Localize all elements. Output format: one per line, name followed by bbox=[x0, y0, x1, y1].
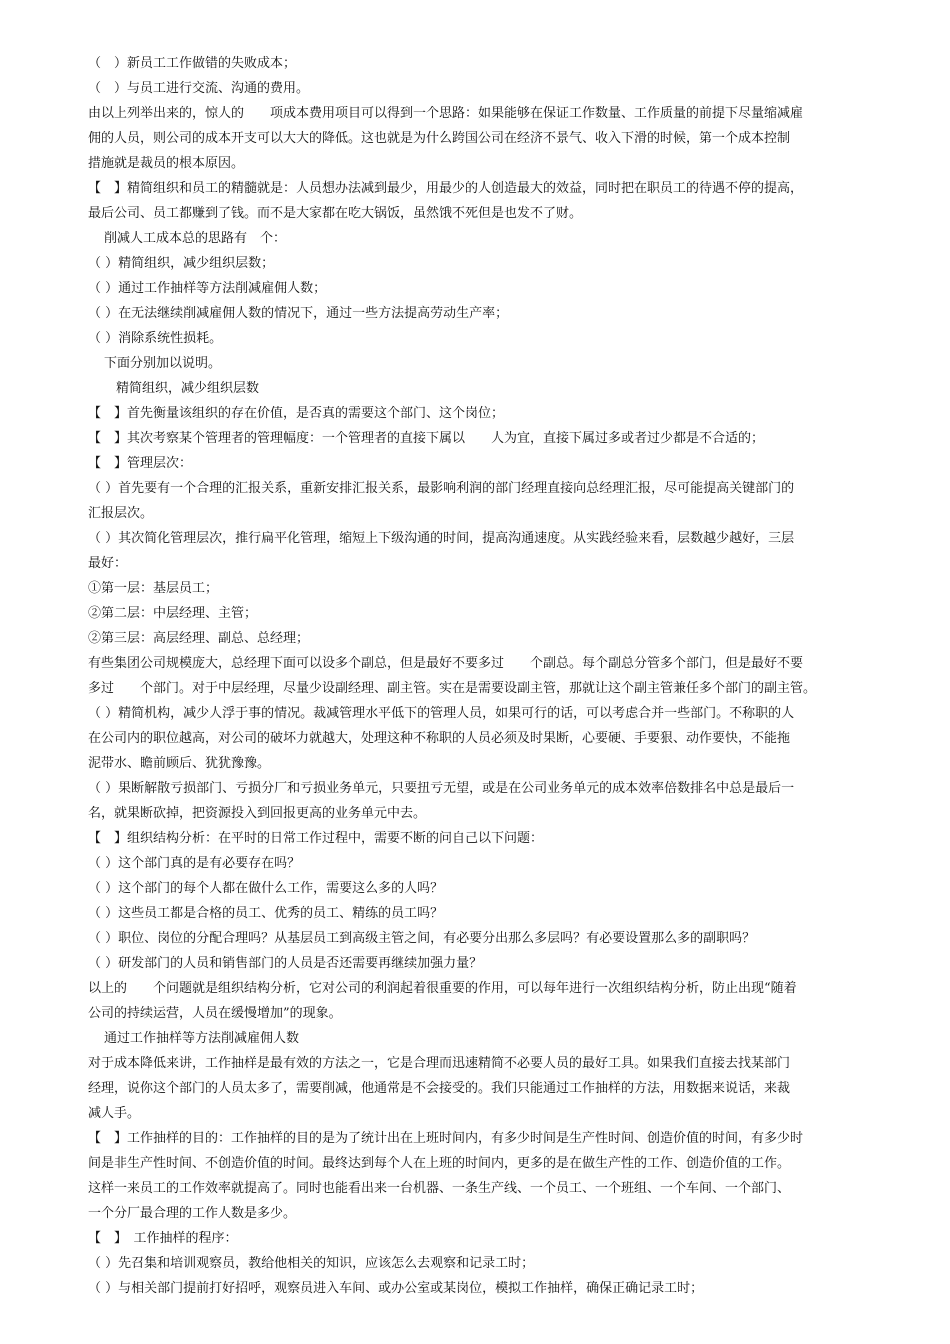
section-heading: 通过工作抽样等方法削减雇佣人数 bbox=[104, 1031, 300, 1046]
list-item: （ ）先召集和培训观察员，教给他相关的知识，应该怎么去观察和记录工时； bbox=[88, 1256, 535, 1271]
text-line: 一个分厂最合理的工作人数是多少。 bbox=[88, 1206, 297, 1221]
list-item: （ ）精简组织，减少组织层数； bbox=[88, 256, 275, 271]
text-line: 【 】 工作抽样的程序： bbox=[88, 1231, 238, 1246]
text-line: 这样一来员工的工作效率就提高了。同时也能看出来一台机器、一条生产线、一个员工、一个班组、一个车间、一个部门、 bbox=[88, 1181, 791, 1196]
list-item: （ ）研发部门的人员和销售部门的人员是否还需要再继续加强力量？ bbox=[88, 956, 483, 971]
list-item: （ ）这个部门真的是有必要存在吗？ bbox=[88, 856, 301, 871]
text-line: 间是非生产性时间、不创造价值的时间。最终达到每个人在上班的时间内，更多的是在做生产性的工作、创造价值的工作。 bbox=[88, 1156, 791, 1171]
list-item: （ ）果断解散亏损部门、亏损分厂和亏损业务单元，只要扭亏无望，或是在公司业务单元的成本效率倍数排名中总是最后一 bbox=[88, 781, 795, 796]
section-heading: 精简组织，减少组织层数 bbox=[116, 381, 260, 396]
text-line: 【 】精简组织和员工的精髓就是：人员想办法减到最少，用最少的人创造最大的效益，同时把在职员工的待遇不停的提高， bbox=[88, 181, 804, 196]
list-item: （ ）通过工作抽样等方法削减雇佣人数； bbox=[88, 281, 327, 296]
text-line: 措施就是裁员的根本原因。 bbox=[88, 156, 245, 171]
list-item: （ ）消除系统性损耗。 bbox=[88, 331, 223, 346]
list-item: （ ）职位、岗位的分配合理吗？从基层员工到高级主管之间，有必要分出那么多层吗？有必要设置那么多的副职吗？ bbox=[88, 931, 756, 946]
text-line: （ ）与员工进行交流、沟通的费用。 bbox=[88, 81, 310, 96]
list-item: （ ）在无法继续削减雇佣人数的情况下，通过一些方法提高劳动生产率； bbox=[88, 306, 509, 321]
text-line: （ ）新员工工作做错的失败成本； bbox=[88, 56, 297, 71]
list-item: （ ）这个部门的每个人都在做什么工作，需要这么多的人吗？ bbox=[88, 881, 444, 896]
text-line: 经理，说你这个部门的人员太多了，需要削减，他通常是不会接受的。我们只能通过工作抽样的方法，用数据来说话，来裁 bbox=[88, 1081, 791, 1096]
text-line: 【 】管理层次： bbox=[88, 456, 193, 471]
text-line: 有些集团公司规模庞大，总经理下面可以设多个副总，但是最好不要多过 个副总。每个副总分管多个部门，但是最好不要 bbox=[88, 656, 804, 671]
text-line: 【 】首先衡量该组织的存在价值，是否真的需要这个部门、这个岗位； bbox=[88, 406, 505, 421]
section-heading: 削减人工成本总的思路有 个： bbox=[104, 231, 287, 246]
list-item: ②第二层：中层经理、主管； bbox=[88, 606, 258, 621]
text-line: 【 】组织结构分析：在平时的日常工作过程中，需要不断的问自己以下问题： bbox=[88, 831, 544, 846]
text-line: 【 】其次考察某个管理者的管理幅度：一个管理者的直接下属以 人为宜，直接下属过多或者过少都是不合适的； bbox=[88, 431, 765, 446]
list-item: （ ）这些员工都是合格的员工、优秀的员工、精练的员工吗？ bbox=[88, 906, 444, 921]
list-item: （ ）其次简化管理层次，推行扁平化管理，缩短上下级沟通的时间，提高沟通速度。从实践经验来看，层数越少越好，三层 bbox=[88, 531, 795, 546]
text-line: 以上的 个问题就是组织结构分析，它对公司的利润起着很重要的作用，可以每年进行一次组织结构分析，防止出现“随着 bbox=[88, 981, 797, 996]
text-line: 公司的持续运营，人员在缓慢增加”的现象。 bbox=[88, 1006, 342, 1021]
list-item: （ ）精简机构，减少人浮于事的情况。裁减管理水平低下的管理人员，如果可行的话，可以考虑合并一些部门。不称职的人 bbox=[88, 706, 795, 721]
text-line: 泥带水、瞻前顾后、犹犹豫豫。 bbox=[88, 756, 271, 771]
text-line: 对于成本降低来讲，工作抽样是最有效的方法之一，它是合理而迅速精简不必要人员的最好工具。如果我们直接去找某部门 bbox=[88, 1056, 791, 1071]
text-line: 减人手。 bbox=[88, 1106, 141, 1121]
text-line: 多过 个部门。对于中层经理，尽量少设副经理、副主管。实在是需要设副主管，那就让这个副主管兼任多个部门的副主管。 bbox=[88, 681, 817, 696]
text-line: 在公司内的职位越高，对公司的破坏力就越大，处理这种不称职的人员必须及时果断，心要硬、手要狠、动作要快，不能拖 bbox=[88, 731, 791, 746]
list-item: （ ）首先要有一个合理的汇报关系，重新安排汇报关系，最影响利润的部门经理直接向总经理汇报，尽可能提高关键部门的 bbox=[88, 481, 795, 496]
list-item: ①第一层：基层员工； bbox=[88, 581, 219, 596]
text-line: 汇报层次。 bbox=[88, 506, 154, 521]
list-item: （ ）与相关部门提前打好招呼，观察员进入车间、或办公室或某岗位，模拟工作抽样，确保正确记录工时； bbox=[88, 1281, 704, 1296]
text-line: 最好： bbox=[88, 556, 128, 571]
text-line: 【 】工作抽样的目的：工作抽样的目的是为了统计出在上班时间内，有多少时间是生产性时间、创造价值的时间，有多少时 bbox=[88, 1131, 804, 1146]
list-item: ②第三层：高层经理、副总、总经理； bbox=[88, 631, 310, 646]
text-line: 佣的人员，则公司的成本开支可以大大的降低。这也就是为什么跨国公司在经济不景气、收入下滑的时候，第一个成本控制 bbox=[88, 131, 791, 146]
text-line: 下面分别加以说明。 bbox=[104, 356, 222, 371]
text-line: 最后公司、员工都赚到了钱。而不是大家都在吃大锅饭，虽然饿不死但是也发不了财。 bbox=[88, 206, 583, 221]
text-line: 名，就果断砍掉，把资源投入到回报更高的业务单元中去。 bbox=[88, 806, 427, 821]
text-line: 由以上列举出来的，惊人的 项成本费用项目可以得到一个思路：如果能够在保证工作数量、工作质量的前提下尽量缩减雇 bbox=[88, 106, 804, 121]
